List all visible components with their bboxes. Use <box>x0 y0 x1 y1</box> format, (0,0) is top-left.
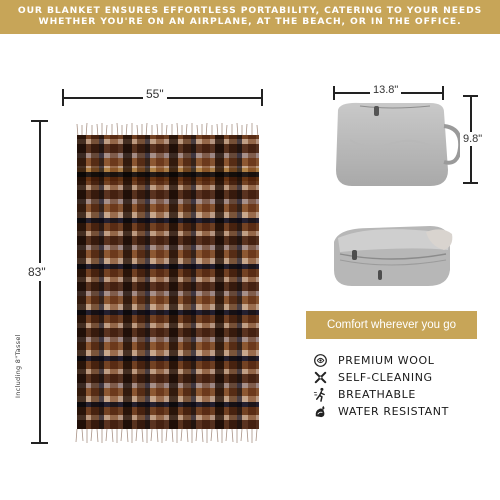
feature-self-cleaning <box>312 369 433 385</box>
feature-label: BREATHABLE <box>338 387 416 401</box>
gold-stripe <box>77 168 259 181</box>
packed-bag-image <box>330 100 460 192</box>
feature-breathable <box>312 386 416 402</box>
fringe-bottom <box>73 429 263 443</box>
wool-icon <box>312 352 328 368</box>
feature-label: SELF-CLEANING <box>338 370 433 384</box>
feature-premium-wool <box>312 352 435 368</box>
open-bag-image <box>330 220 460 290</box>
height-dimension-cap-bottom <box>31 442 48 444</box>
cleaning-icon <box>312 369 328 385</box>
banner-line-1: OUR BLANKET ENSURES EFFORTLESS PORTABILITY, CATERING TO YOUR NEEDS <box>17 5 483 16</box>
feature-label: PREMIUM WOOL <box>338 353 435 367</box>
bag-height-cap-top <box>463 95 478 97</box>
plaid-blanket <box>77 135 259 429</box>
width-label: 55" <box>143 87 167 101</box>
comfort-card-label: Comfort wherever you go <box>326 319 457 331</box>
bag-width-cap-left <box>333 86 335 100</box>
tassel-note: Including 8"Tassel <box>14 334 22 398</box>
height-label: 83" <box>28 265 46 279</box>
feature-label: WATER RESISTANT <box>338 404 449 418</box>
width-dimension-cap-right <box>261 89 263 106</box>
top-banner <box>0 0 500 34</box>
height-dimension-cap-top <box>31 120 48 122</box>
bag-width-label: 13.8" <box>370 84 401 96</box>
bag-width-cap-right <box>442 86 444 100</box>
feature-water-resistant <box>312 403 449 419</box>
height-dimension-line <box>39 120 41 443</box>
banner-line-2: WHETHER YOU'RE ON AN AIRPLANE, AT THE BEACH, OR IN THE OFFICE. <box>38 16 462 27</box>
comfort-card <box>306 311 477 339</box>
bag-height-label: 9.8" <box>463 133 483 145</box>
water-icon <box>312 403 328 419</box>
width-dimension-cap-left <box>62 89 64 106</box>
bag-height-cap-bottom <box>463 182 478 184</box>
blanket-image <box>73 123 263 443</box>
breathable-icon <box>312 386 328 402</box>
